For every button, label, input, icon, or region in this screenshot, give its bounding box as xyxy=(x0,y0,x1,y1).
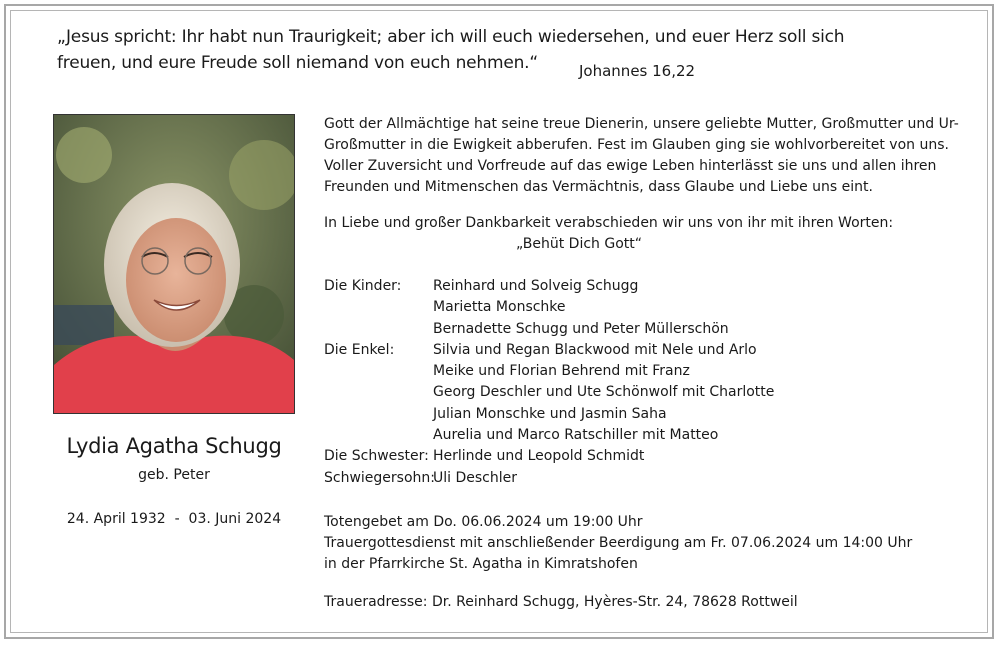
family-row xyxy=(324,382,964,403)
family-members: Herlinde und Leopold Schmidt xyxy=(433,448,645,465)
family-members: Marietta Monschke xyxy=(433,299,566,316)
quote-reference: Johannes 16,22 xyxy=(579,62,696,80)
announcement-text xyxy=(324,114,964,198)
service-line: Trauergottesdienst mit anschließender Beerdigung am Fr. 07.06.2024 um 14:00 Uhr xyxy=(324,535,913,551)
family-row xyxy=(324,361,964,382)
announcement-line: Freunden und Mitmenschen das Vermächtnis, dass Glaube und Liebe uns eint. xyxy=(324,179,873,195)
family-members: Georg Deschler und Ute Schönwolf mit Charlotte xyxy=(433,384,775,401)
family-label: Die Enkel: xyxy=(324,341,395,358)
motto: „Behüt Dich Gott“ xyxy=(516,236,642,252)
family-members: Uli Deschler xyxy=(433,469,517,486)
announcement-line: Großmutter in die Ewigkeit abberufen. Fest im Glauben ging sie wohlvorbereitet von uns. xyxy=(324,137,949,153)
family-members: Bernadette Schugg und Peter Müllerschön xyxy=(433,320,729,337)
service-line: Totengebet am Do. 06.06.2024 um 19:00 Uhr xyxy=(324,514,643,530)
portrait-photo xyxy=(53,114,295,414)
family-row xyxy=(324,425,964,446)
mourning-address: Traueradresse: Dr. Reinhard Schugg, Hyères-Str. 24, 78628 Rottweil xyxy=(324,594,798,610)
service-line: in der Pfarrkirche St. Agatha in Kimratshofen xyxy=(324,556,638,572)
farewell-text xyxy=(324,213,964,234)
family-members: Silvia und Regan Blackwood mit Nele und Arlo xyxy=(433,341,757,358)
quote-line: „Jesus spricht: Ihr habt nun Traurigkeit; aber ich will euch wiedersehen, und euer Herz soll sich xyxy=(57,27,845,47)
maiden-name: geb. Peter xyxy=(138,467,210,483)
family-list xyxy=(324,276,964,489)
family-members: Julian Monschke und Jasmin Saha xyxy=(433,405,667,422)
family-label: Die Kinder: xyxy=(324,278,402,294)
family-row xyxy=(324,297,964,318)
family-label: Die Schwester: xyxy=(324,448,429,465)
family-label: Schwiegersohn: xyxy=(324,469,435,486)
family-row xyxy=(324,404,964,425)
family-row xyxy=(324,446,964,467)
family-row xyxy=(324,276,964,297)
family-members: Reinhard und Solveig Schugg xyxy=(433,278,639,294)
family-row xyxy=(324,319,964,340)
family-row xyxy=(324,468,964,489)
family-row xyxy=(324,340,964,361)
quote-line: freuen, und eure Freude soll niemand von euch nehmen.“ xyxy=(57,53,538,73)
life-dates: 24. April 1932 - 03. Juni 2024 xyxy=(66,511,282,527)
family-members: Meike und Florian Behrend mit Franz xyxy=(433,363,690,380)
deceased-name: Lydia Agatha Schugg xyxy=(66,434,282,458)
farewell-line: In Liebe und großer Dankbarkeit verabschieden wir uns von ihr mit ihren Worten: xyxy=(324,215,894,231)
family-members: Aurelia und Marco Ratschiller mit Matteo xyxy=(433,427,719,444)
announcement-line: Gott der Allmächtige hat seine treue Dienerin, unsere geliebte Mutter, Großmutter und Ur- xyxy=(324,116,959,132)
service-info xyxy=(324,512,964,575)
announcement-line: Voller Zuversicht und Vorfreude auf das ewige Leben hinterlässt sie uns und allen ihren xyxy=(324,158,937,174)
